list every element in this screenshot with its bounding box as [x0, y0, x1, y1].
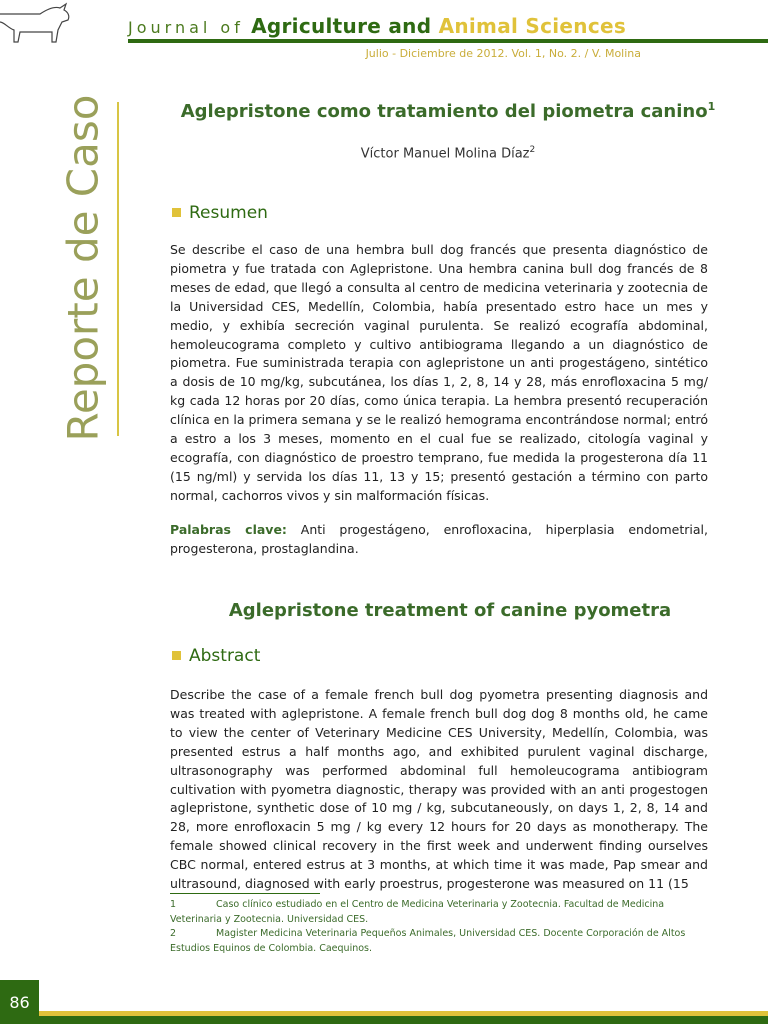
author-name: Víctor Manuel Molina Díaz — [360, 146, 530, 162]
title-footnote-ref: 1 — [707, 100, 716, 113]
journal-title-animal: Animal Sciences — [438, 14, 627, 38]
issue-info: Julio - Diciembre de 2012. Vol. 1, No. 2. / V. Molina — [365, 47, 641, 60]
sidebar-rule — [117, 102, 119, 436]
article-title-text: Aglepristone como tratamiento del piometra canino — [180, 101, 708, 122]
resumen-heading — [172, 203, 268, 223]
author — [128, 145, 768, 161]
header-rule — [128, 39, 768, 43]
keywords-label: Palabras clave: — [170, 522, 287, 537]
footnote-2-number: 2 — [170, 928, 177, 939]
footnote-2 — [170, 926, 710, 956]
section-sidebar — [58, 94, 107, 442]
article-title — [128, 100, 768, 122]
journal-title-agriculture: Agriculture and — [251, 14, 432, 38]
abstract-text: Describe the case of a female french bull dog pyometra presenting diagnosis and was treated with aglepristone. A female french bull dog dog 8 months old, he came to view the center of Veterinary Medicine CES University, Medellín, Colombia, was presented estrus a half months ago, and exhibited purulent vaginal discharge, ultrasonography was performed abdominal full hemoleucograma antibiogram cultivation with pyometra diagnostic, therapy was provided with an anti progestogen aglepristone, synthetic dose of 10 mg / kg, subcutaneously, on days 1, 2, 8, 14 and 28, more enrofloxacin 5 mg / kg every 12 hours for 20 days as monotherapy. The female showed clinical recovery in the first week and underwent finding ourselves CBC normal, entered estrus at 3 months, at which time it was made, Pap smear and ultrasound, diagnosed with early proestrus, progesterone was measured on 11 (15 — [170, 687, 708, 892]
abstract-heading — [172, 646, 260, 666]
author-footnote-ref: 2 — [529, 145, 536, 155]
footnote-1-text: Caso clínico estudiado en el Centro de Medicina Veterinaria y Zootecnia. Facultad de Medicina Veterinaria y Zootecnia. Universidad CES. — [170, 899, 665, 925]
footnote-1-number: 1 — [170, 899, 177, 910]
keywords — [170, 521, 708, 559]
abstract-heading-text: Abstract — [189, 646, 261, 666]
journal-title-of: Journal of — [128, 18, 244, 37]
section-label: Reporte de Caso — [58, 94, 107, 442]
footnote-2-text: Magister Medicina Veterinaria Pequeños Animales, Universidad CES. Docente Corporación de Altos Estudios Equinos de Colombia. Caequinos. — [170, 928, 686, 954]
cow-logo-icon — [0, 0, 74, 44]
english-title: Aglepristone treatment of canine pyometra — [228, 600, 672, 621]
keywords-text: Anti progestágeno, enrofloxacina, hiperplasia endometrial, progesterona, prostaglandina. — [170, 522, 708, 556]
footnote-1 — [170, 897, 710, 927]
resumen-text: Se describe el caso de una hembra bull dog francés que presenta diagnóstico de piometra y fue tratada con Aglepristone. Una hembra canina bull dog francés de 8 meses de edad, que llegó a consulta al centro de medicina veterinaria y zootecnia de la Universidad CES, Medellín, Colombia, había presentado estro hace un mes y medio, y exhibía secreción vaginal purulenta. Se realizó ecografía abdominal, hemoleucograma completo y cultivo antibiograma llegando a un diagnóstico de piometra. Fue suministrada terapia con aglepristone un anti progestágeno, sintético a dosis de 10 mg/kg, subcutánea, los días 1, 2, 8, 14 y 28, más enrofloxacina 5 mg/ kg cada 12 horas por 20 días, como única terapia. La hembra presentó recuperación clínica en la primera semana y se le realizó hemograma encontrándose normal; entró a estro a los 3 meses, momento en el cual fue se realizado, citología vaginal y ecografía, con diagnóstico de proestro temprano, fue medida la progesterona día 11 (15 ng/ml) y servida los días 11, 13 y 15; presentó gestación a término con parto normal, cachorros vivos y sin malformación físicas. — [170, 242, 708, 503]
page-number: 86 — [0, 980, 39, 1024]
footer-rule-green — [0, 1016, 768, 1024]
footnote-rule — [170, 893, 320, 894]
resumen-heading-text: Resumen — [189, 203, 268, 223]
journal-title — [128, 14, 626, 38]
